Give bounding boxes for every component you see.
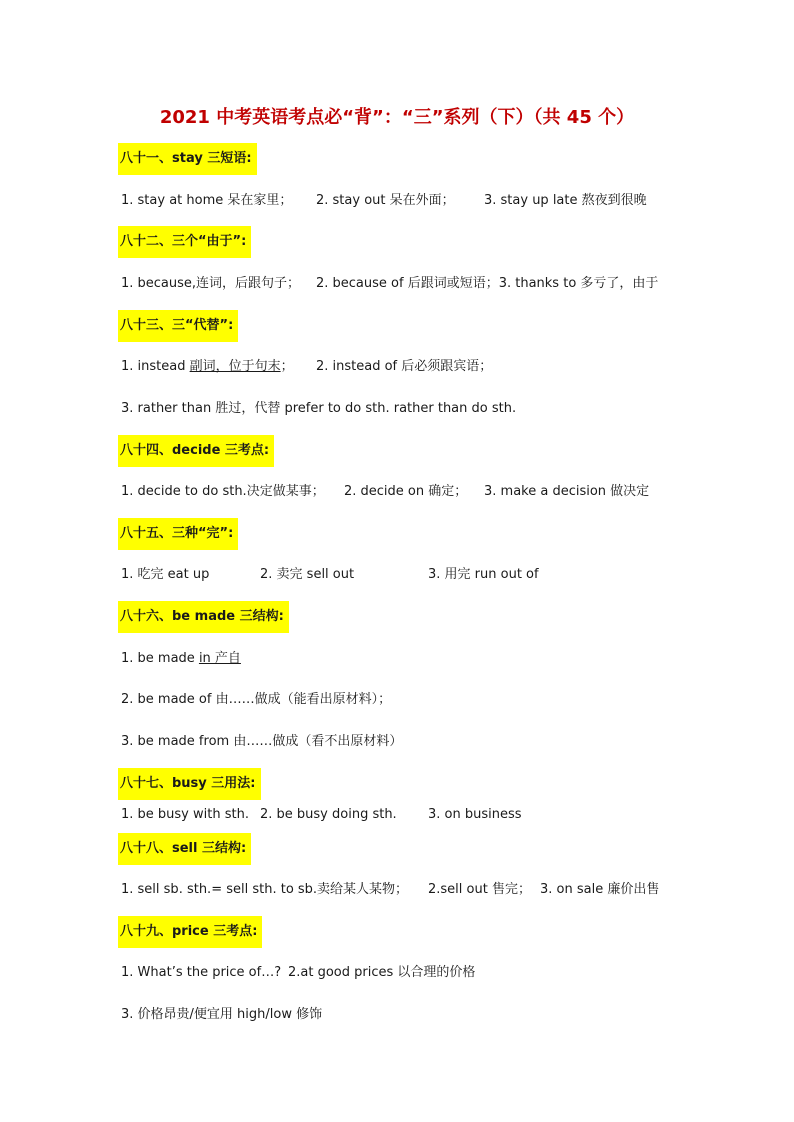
text-line-84-3: 3. make a decision 做决定 [484, 484, 650, 499]
text-line-89-1: 1. What’s the price of…? [121, 965, 282, 980]
section-heading-85: 八十五、三种“完”: [118, 518, 238, 550]
text-line-88-2: 2.sell out 售完； [428, 882, 531, 897]
section-heading-82: 八十二、三个“由于”: [118, 226, 251, 258]
text-line-86-1 [121, 649, 241, 669]
text-line-82-1: 1. because,连词，后跟句子； [121, 276, 301, 291]
text-line-84-2: 2. decide on 确定； [344, 484, 468, 499]
text-line-83-2: 2. instead of 后必须跟宾语； [316, 359, 493, 374]
text-line-87-3: 3. on business [428, 807, 522, 822]
text-line-87-1: 1. be busy with sth. [121, 807, 249, 822]
text-line-81-3: 3. stay up late 熬夜到很晚 [484, 193, 647, 208]
section-heading-84: 八十四、decide 三考点: [118, 435, 274, 467]
text-line-84-1: 1. decide to do sth.决定做某事； [121, 484, 325, 499]
text-line-83-1 [121, 357, 294, 377]
section-heading-81: 八十一、stay 三短语: [118, 143, 257, 175]
text-line-86-2: 2. be made of 由……做成（能看出原材料）； [121, 692, 392, 707]
underlined-text: 副词，位于句末 [189, 359, 281, 374]
text-line-83-3: 3. rather than 胜过，代替 prefer to do sth. rather than do sth. [121, 401, 517, 416]
text-line-89-3: 3. 价格昂贵/便宜用 high/low 修饰 [121, 1007, 323, 1022]
text-be-made: 1. be made [121, 651, 199, 666]
text-line-85-1: 1. 吃完 eat up [121, 567, 210, 582]
text-line-81-1: 1. stay at home 呆在家里； [121, 193, 293, 208]
text-line-88-1: 1. sell sb. sth.= sell sth. to sb.卖给某人某物； [121, 882, 409, 897]
text-line-86-3: 3. be made from 由……做成（看不出原材料） [121, 734, 403, 749]
section-heading-88: 八十八、sell 三结构: [118, 833, 251, 865]
text-line-81-2: 2. stay out 呆在外面； [316, 193, 455, 208]
text-line-89-2: 2.at good prices 以合理的价格 [288, 965, 476, 980]
text-line-87-2: 2. be busy doing sth. [260, 807, 397, 822]
section-heading-89: 八十九、price 三考点: [118, 916, 262, 948]
section-heading-86: 八十六、be made 三结构: [118, 601, 289, 633]
text-punct: ； [280, 359, 294, 374]
text-line-85-3: 3. 用完 run out of [428, 567, 539, 582]
page-title: 2021 中考英语考点必“背”：“三”系列（下）（共 45 个） [159, 107, 635, 128]
text-line-88-3: 3. on sale 廉价出售 [540, 882, 660, 897]
text-instead: 1. instead [121, 359, 190, 374]
section-heading-83: 八十三、三“代替”: [118, 310, 238, 342]
section-heading-87: 八十七、busy 三用法: [118, 768, 261, 800]
text-line-85-2: 2. 卖完 sell out [260, 567, 355, 582]
underlined-text: in 产自 [198, 651, 241, 666]
text-line-82-2: 2. because of 后跟词或短语；3. thanks to 多亏了，由于 [316, 276, 659, 291]
